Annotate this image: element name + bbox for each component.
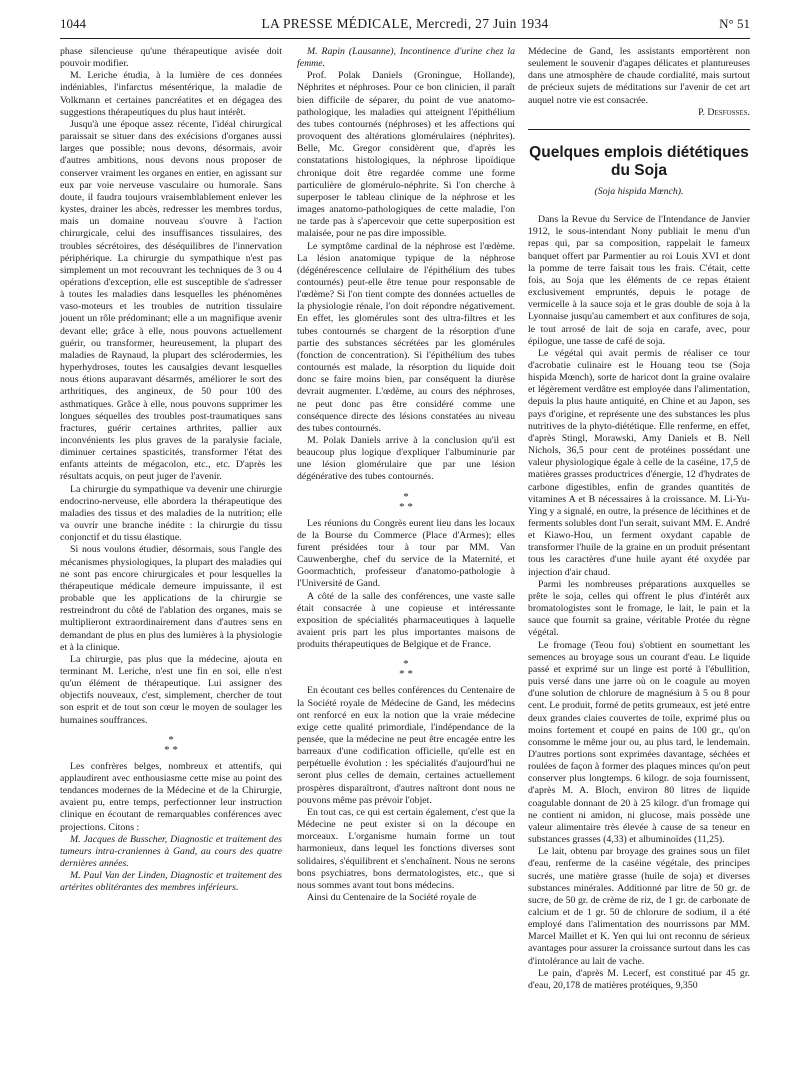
paragraph: Les réunions du Congrès eurent lieu dans les locaux de la Bourse du Commerce (Place d'Armes); elles furent présidées tour à tour par MM. Van Cauwenberghe, chef du service de la Maternité, et Goormachtich, professeur d'anatomo-pathologie à l'Université de Gand.: [297, 517, 515, 590]
paragraph: M. Polak Daniels arrive à la conclusion qu'il est beaucoup plus logique d'expliquer l'albuminurie par une lésion glomérulaire que par une lésion dégénérative des tubes contournés.: [297, 435, 515, 483]
reference: M. Rapin (Lausanne), Incontinence d'urine chez la femme.: [297, 46, 515, 70]
paragraph: A côté de la salle des conférences, une vaste salle était consacrée à une copieuse et intéressante exposition de spécialités pharmaceutiques à laquelle avaient pris part les plus importantes maisons de produits thérapeutiques de Belgique et de France.: [297, 590, 515, 651]
column-right: [528, 46, 750, 992]
journal-title: LA PRESSE MÉDICALE, Mercredi, 27 Juin 1934: [261, 16, 549, 31]
article-separator: [528, 129, 750, 130]
paragraph: Le symptôme cardinal de la néphrose est l'œdème. La lésion anatomique typique de la néphrose (dégénérescence cellulaire de l'épithélium des tubes contournés) peut-elle être tenue pour responsable de l'œdème? Si l'on tient compte des données actuelles de la physiologie rénale, l'on doit répondre négativement. En effet, les glomérules sont des ultra-filtres et les tubes contournés se chargent de la résorption d'une partie des substances sécrétées par les glomérules (fonction de concentration). Si l'épithélium des tubes contournés est malade, la résorption du liquide doit donc se faire moins bien, par conséquent la diurèse devrait augmenter. L'œdème, au cours des néphroses, ne peut donc pas être considéré comme une conséquence directe des lésions constatées au niveau des tubes contournés.: [297, 240, 515, 434]
paragraph: phase silencieuse qu'une thérapeutique avisée doit pouvoir modifier.: [60, 46, 282, 70]
paragraph: Prof. Polak Daniels (Groningue, Hollande), Néphrites et néphroses. Pour ce bon clinicien, il paraît bien difficile de séparer, du point de vue anatomo-pathologique, les maladies qui atteignent l'épithélium des tubes contournés (néphroses) et les affections qui provoquent des altérations glomérulaires (néphrites). Belle, Mc. Gregor considèrent que, d'après les constatations histologiques, la néphrose lipoïdique chronique doit être regardée comme une forme particulière de glomérulo-néphrite. Si l'on cherche à superposer le tableau clinique de la néphrose et les images anatomo-pathologiques de cette maladie, l'on ne tarde pas à s'apercevoir que cette superposition est malaisée, pour ne pas dire impossible.: [297, 70, 515, 240]
column-left: [60, 46, 282, 894]
author-signature: P. Desfosses.: [698, 106, 750, 118]
column-middle: [297, 46, 515, 904]
section-separator: * * *: [164, 733, 178, 756]
page-number: 1044: [60, 16, 86, 31]
section-separator: * * *: [399, 658, 413, 681]
paragraph: Le végétal qui avait permis de réaliser ce tour d'acrobatie culinaire est le Houang teou tse (Soja hispida Mœnch), sorte de haricot dont la graine ovalaire et légèrement verdâtre est employée dans l'alimentation, depuis la plus haute antiquité, en Chine et au Japon, ses pays d'origine, et représente une des substances les plus nutritives de la phyto-diététique. Elle renferme, en effet, d'après Stingl, Morawski, Amy Daniels et B. Nell Nichols, 36,5 pour cent de protéines possédant une valeur physiologique égale à celle de la caséine, 17,5 de matières grasses productrices d'énergie, 12 d'hydrates de carbone digestibles, enfin de grandes quantités de vitamines A et B nécessaires à la croissance. M. Li-Yu-Ying y a signalé, en outre, la présence de lécithines et de ferments solubles dont l'un serait, suivant MM. E. André et Kiawo-Hou, un ferment oxydant capable de transformer l'huile de la graine en un produit présentant tous les caractères d'une huile ayant été oxydée par injection d'air chaud.: [528, 347, 750, 578]
article-subtitle: (Soja hispida Mœnch).: [594, 185, 684, 197]
paragraph: Le pain, d'après M. Lecerf, est constitué par 45 gr. d'eau, 20,178 de matières protéiques, 9,350: [528, 967, 750, 991]
header-rule: [60, 38, 750, 39]
paragraph: Parmi les nombreuses préparations auxquelles se prête le soja, celles qui offrent le plus d'intérêt aux bromatologistes sont le fromage, le lait, le pain et la sauce que fournit sa graine, véritable Protée du règne végétal.: [528, 578, 750, 639]
paragraph: Le lait, obtenu par broyage des graines sous un filet d'eau, renferme de la caséine végétale, des principes sucrés, une matière grasse (huile de soja) et diverses substances minérales. Additionné par litre de 50 gr. de sucre, de 50 gr. de crème de riz, de 1 gr. de carbonate de calcium et de 1 gr. 50 de chlorure de sodium, il a été employé dans l'alimentation des nourrissons par MM. Marcel Maillet et K. Yen qui lui ont reconnu de sérieux avantages pour assurer la croissance surtout dans les cas d'intolérance au lait de vache.: [528, 846, 750, 967]
article-title: Quelques emplois diététiques du Soja: [529, 143, 749, 179]
paragraph: En écoutant ces belles conférences du Centenaire de la Société royale de Médecine de Gand, les médecins ont renforcé en eux la notion que la vraie médecine exige cette qualité primordiale, l'indépendance de la pensée, que la médecine ne peut être encagée entre les barreaux d'une codification officielle, qu'elle est en perpétuelle évolution : les spécialités d'aujourd'hui ne seront plus celles de demain, certaines actuellement prospères disparaîtront, d'autres naîtront dont nous ne pouvons même pas prévoir l'objet.: [297, 685, 515, 806]
issue-number: N° 51: [719, 16, 750, 31]
paragraph: Le fromage (Teou fou) s'obtient en soumettant les semences au broyage sous un courant d'eau. Le liquide passé et exprimé sur un linge est porté à l'ébullition, puis versé dans une jarre où on le coagule au moyen d'une solution de chlorure de magnésium à 5 ou 8 pour cent. Le produit, formé de petits grumeaux, est jeté entre deux grandes claies couvertes de toile, exprimé plus ou moins fortement et coupé en pains de 100 gr., qu'on consomme le même jour ou, au plus tard, le lendemain. D'autres portions sont exprimées davantage, séchées et roulées de façon à former des plaques minces qu'on peut conserver plus longtemps. 6 kilogr. de soja fournissent, d'après M. A. Bloch, environ 80 litres de liquide coagulable donnant de 20 à 25 kilogr. d'un fromage qui ne contient ni amidon, ni glucose, mais possède une valeur alimentaire très élevée à cause de sa teneur en substances grasses (4,33) et albuminoïdes (11,25).: [528, 639, 750, 846]
paragraph: M. Leriche étudia, à la lumière de ces données indéniables, l'infarctus mésentérique, la maladie de Volkmann et certaines pancréatites et en dégagea des suggestions thérapeutiques du plus haut intérêt.: [60, 70, 282, 118]
section-separator: * * *: [399, 490, 413, 513]
paragraph: Ainsi du Centenaire de la Société royale de: [307, 892, 477, 903]
paragraph: Médecine de Gand, les assistants emportèrent non seulement le souvenir d'agapes délicates et plantureuses dans une atmosphère de chaude cordialité, mais surtout de précieux sujets de méditations sur l'avenir de cet art auquel notre vie est consacrée.: [528, 46, 750, 106]
paragraph: La chirurgie, pas plus que la médecine, ajouta en terminant M. Leriche, n'est une fin en soi, elle n'est qu'un élément de thérapeutique. Lui assigner des objectifs nouveaux, c'est, simplement, chercher de tout son esprit et de tout son cœur le moyen de soulager les humaines souffrances.: [60, 653, 282, 726]
paragraph: Les confrères belges, nombreux et attentifs, qui applaudirent avec enthousiasme cette mise au point des tendances modernes de la Médecine et de la Chirurgie, avaient pu, entre temps, perfectionner leur instruction clinique en écoutant de remarquables conférences avec projections. Citons :: [60, 760, 282, 833]
paragraph: En tout cas, ce qui est certain également, c'est que la Médecine ne peut exister si on la découpe en morceaux. L'organisme humain forme un tout harmonieux, dans lequel les fonctions diverses sont solidaires, s'équilibrent et s'enchaînent. Nous ne serons bons psychiatres, bons dermatologistes, etc., que si nous sommes avant tout bons médecins.: [297, 806, 515, 891]
paragraph: Dans la Revue du Service de l'Intendance de Janvier 1912, le sous-intendant Nony publiait le menu d'un repas qui, par sa composition, rappelait le fameux banquet offert par Parmentier au roi Louis XVI et dont la pomme de terre faisait tous les frais. C'était, cette fois, au Soja que les éléments de ce repas étaient exclusivement empruntés, depuis le potage de vermicelle à la sauce soja et le gras double de soja à la Lyonnaise jusqu'au camembert et aux confitures de soja, le tout arrosé de lait de soja en carafe, avec, pour épilogue, une tasse de café de soja.: [528, 214, 750, 347]
paragraph: Si nous voulons étudier, désormais, sous l'angle des mécanismes physiologiques, la plupart des maladies qui ne sont pas encore chirurgicales et pour lesquelles la thérapeutique médicale demeure impuissante, il est probable que les applications de la chirurgie se restreindront du côté de l'ablation des organes, mais se multiplieront extraordinairement dans d'autres sens en demandant de plus en plus des lumières à la physiologie et à la clinique.: [60, 544, 282, 653]
reference: M. Jacques de Busscher, Diagnostic et traitement des tumeurs intra-craniennes à Gand, au cours des quatre dernières années.: [60, 833, 282, 869]
page-header: [60, 16, 750, 38]
reference: M. Paul Van der Linden, Diagnostic et traitement des artérites oblitérantes des membres inférieurs.: [60, 870, 282, 894]
paragraph: La chirurgie du sympathique va devenir une chirurgie endocrino-nerveuse, elle abordera la thérapeutique des maladies des tissus et des maladies de la nutrition; elle va ouvrir une branche inédite : la chirurgie du tissu conjonctif et du tissu élastique.: [60, 483, 282, 544]
paragraph: Jusqu'à une époque assez récente, l'idéal chirurgical paraissait se situer dans des exécisions d'organes aussi larges que possible; nous devons, désormais, avoir d'autres ambitions, nous devons nous proposer de conserver vraiment les organes en entier, en agissant sur eux par voie nerveuse vasculaire ou humorale. Sans doute, il faudra toujours vraisemblablement enlever les kystes, drainer les abcès, redresser les membres tordus, mais un domaine nouveau s'ouvre à l'action chirurgicale, celui des insuffisances tissulaires, des troubles sécrétoires, des déséquilibres de l'innervation périphérique. La chirurgie du sympathique n'est pas simplement un mot recouvrant les techniques de 3 ou 4 opérations d'exception, elle est susceptible de s'adresser à toutes les maladies dans lesquelles les phénomènes vaso-moteurs et les troubles de nutrition tissulaire jouent un rôle prédominant; elle a un magnifique avenir devant elle; grâce à elle, nous pouvons actuellement guérir, ou transformer, heureusement, la plupart des maladies de Raynaud, la plupart des sclérodermies, les hyperhydroses, toutes les causalgies devant lesquelles nous étions auparavant désarmés, améliorer le sort des arthritiques, des angineux, de 50 pour 100 des asthmatiques. Grâce à elle, nous pouvons supprimer les longues séquelles des troubles post-traumatiques sans fractures, guérir certaines arthrites, pallier aux inconvénients les plus graves de la paralysie faciale, diminuer certaines spasticités, transformer l'état des enfants atteints de mégacolon, etc., etc. D'après les résultats acquis, on peut juger de l'avenir.: [60, 118, 282, 483]
